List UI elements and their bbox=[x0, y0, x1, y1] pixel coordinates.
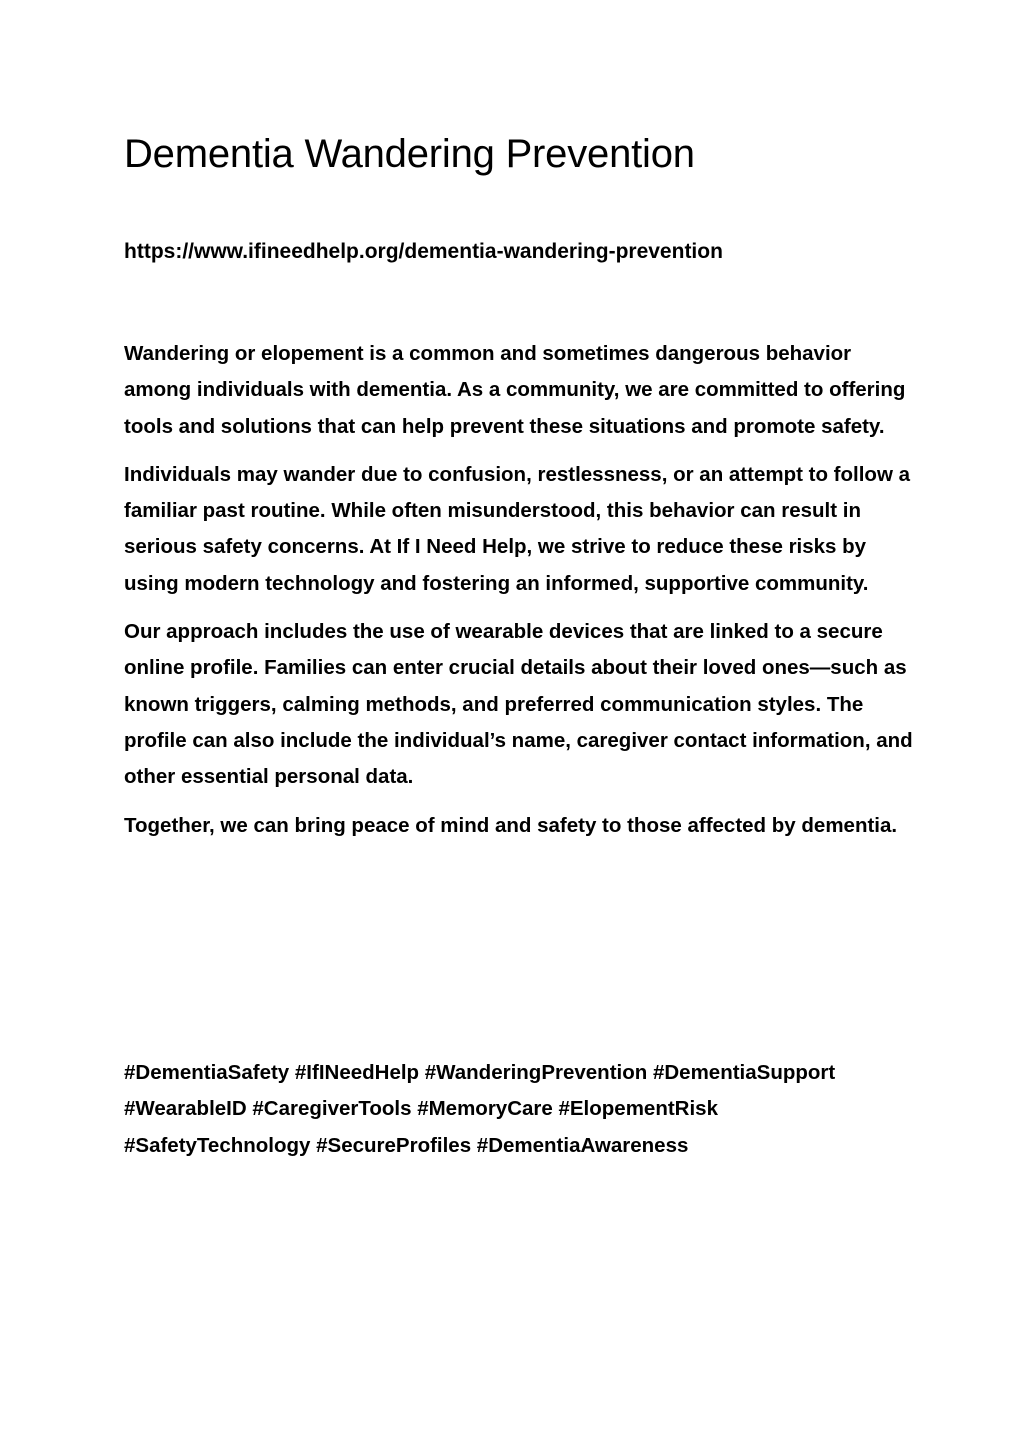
paragraph-closing: Together, we can bring peace of mind and safety to those affected by dementia. bbox=[124, 813, 898, 837]
paragraph-causes: Individuals may wander due to confusion, restlessness, or an attempt to follow a familiar past routine. While often misunderstood, this behavior can result in serious safety concerns. At If I Need Help, we strive to reduce these risks by using modern technology and fostering an informed, supportive community. bbox=[124, 462, 910, 595]
hashtags: #DementiaSafety #IfINeedHelp #WanderingPrevention #DementiaSupport #WearableID #CaregiverTools #MemoryCare #ElopementRisk #SafetyTechnology #SecureProfiles #DementiaAwareness bbox=[124, 1061, 836, 1157]
paragraph-intro: Wandering or elopement is a common and sometimes dangerous behavior among individuals with dementia. As a community, we are committed to offering tools and solutions that can help prevent these situations and promote safety. bbox=[124, 342, 906, 438]
paragraph-approach: Our approach includes the use of wearable devices that are linked to a secure online profile. Families can enter crucial details about their loved ones—such as known triggers, calming methods, and preferred communication styles. The profile can also include the individual’s name, caregiver contact information, and other essential personal data. bbox=[124, 620, 913, 789]
page-title: Dementia Wandering Prevention bbox=[124, 132, 695, 176]
source-url-link[interactable]: https://www.ifineedhelp.org/dementia-wandering-prevention bbox=[124, 240, 723, 263]
article-body bbox=[124, 336, 914, 856]
